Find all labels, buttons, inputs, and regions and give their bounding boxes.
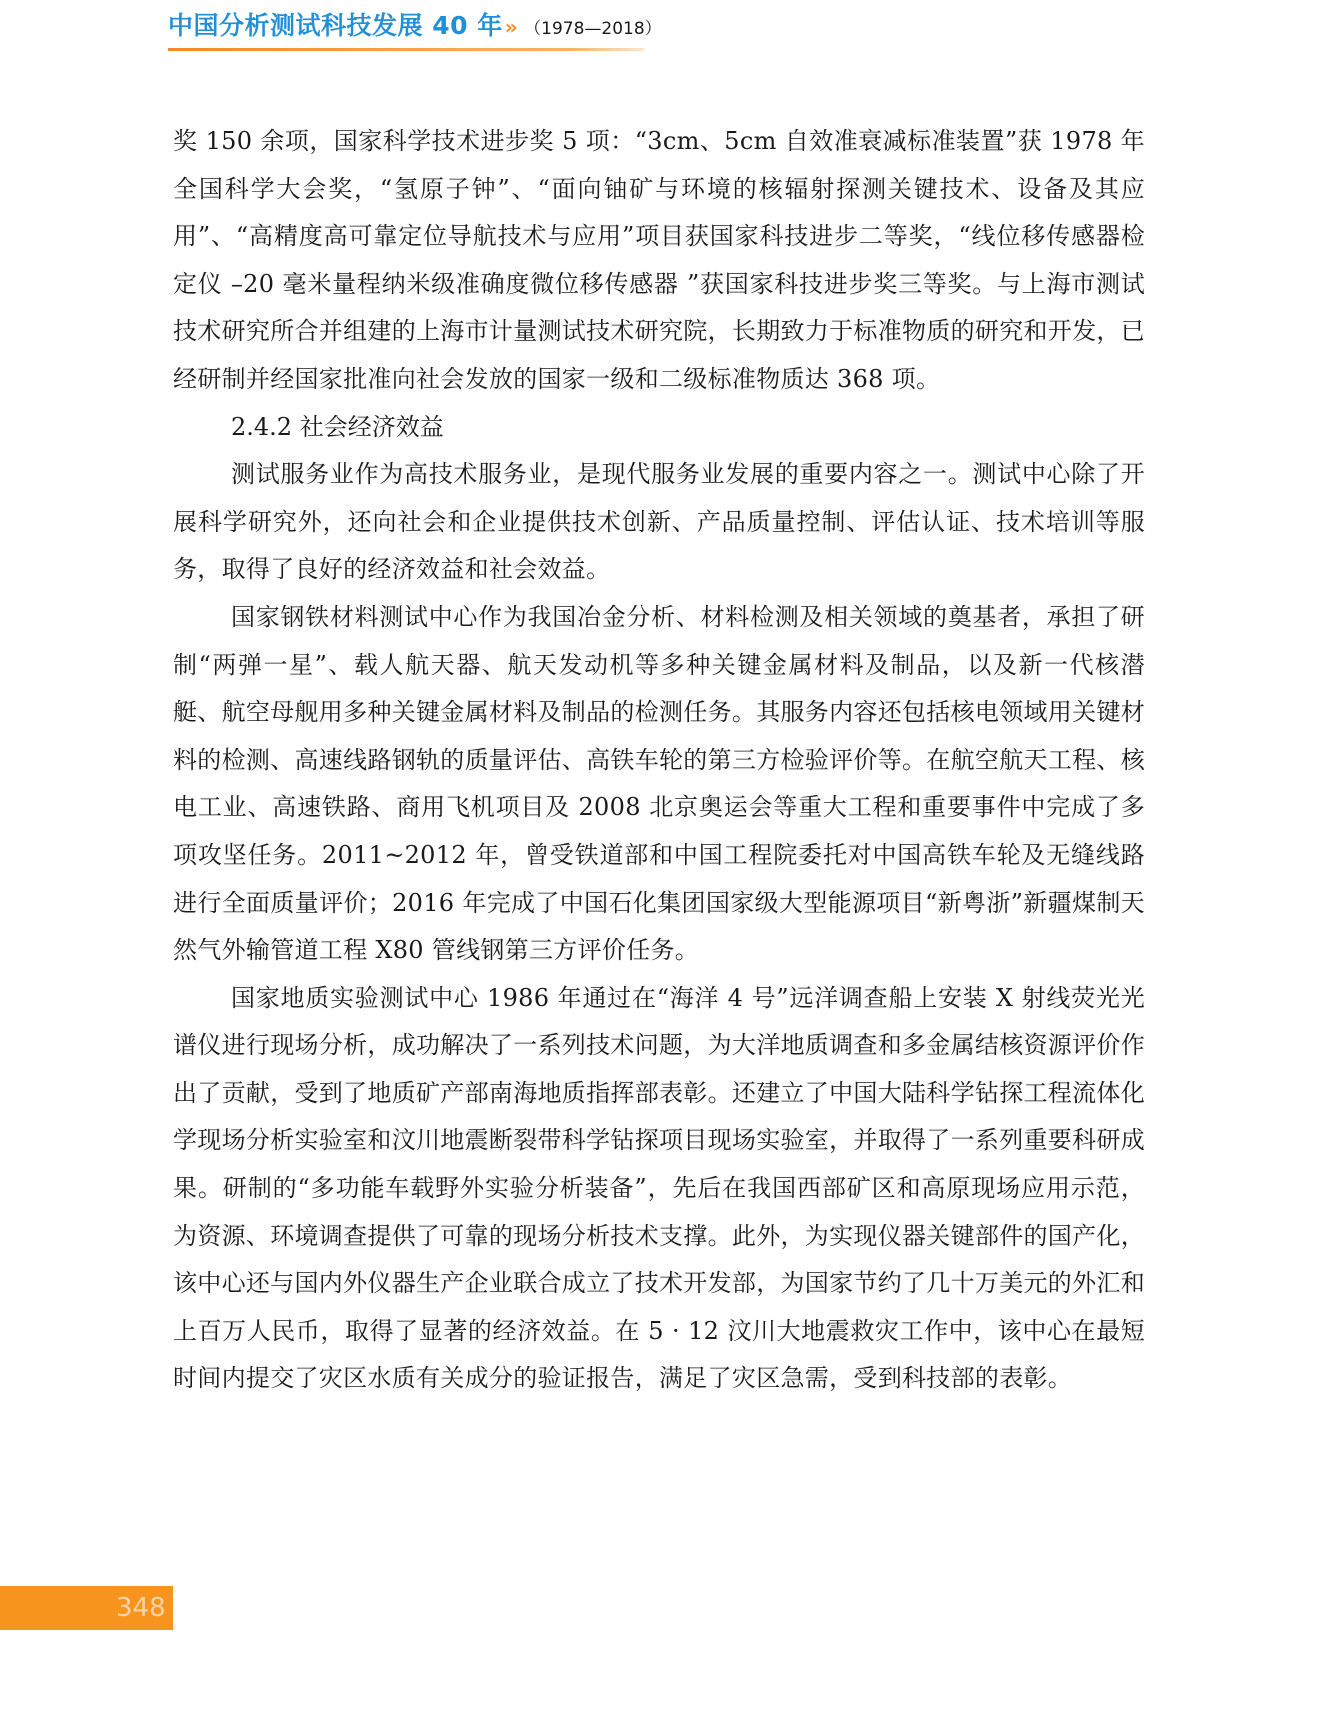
book-title [168, 8, 662, 47]
double-chevron-icon: » [504, 15, 519, 39]
paragraph-geology-center: 国家地质实验测试中心 1986 年通过在“海洋 4 号”远洋调查船上安装 X 射线荧光光谱仪进行现场分析，成功解决了一系列技术问题，为大洋地质调查和多金属结核资源评价作出了贡献，受到了地质矿产部南海地质指挥部表彰。还建立了中国大陆科学钻探工程流体化学现场分析实验室和汶川地震断裂带科学钻探项目现场实验室，并取得了一系列重要科研成果。研制的“多功能车载野外实验分析装备”，先后在我国西部矿区和高原现场应用示范，为资源、环境调查提供了可靠的现场分析技术支撑。此外，为实现仪器关键部件的国产化，该中心还与国内外仪器生产企业联合成立了技术开发部，为国家节约了几十万美元的外汇和上百万人民币，取得了显著的经济效益。在 5 · 12 汶川大地震救灾工作中，该中心在最短时间内提交了灾区水质有关成分的验证报告，满足了灾区急需，受到科技部的表彰。 [173, 983, 1145, 1393]
paragraph-steel-center: 国家钢铁材料测试中心作为我国冶金分析、材料检测及相关领域的奠基者，承担了研制“两弹一星”、载人航天器、航天发动机等多种关键金属材料及制品，以及新一代核潜艇、航空母舰用多种关键金属材料及制品的检测任务。其服务内容还包括核电领域用关键材料的检测、高速线路钢轨的质量评估、高铁车轮的第三方检验评价等。在航空航天工程、核电工业、高速铁路、商用飞机项目及 2008 北京奥运会等重大工程和重要事件中完成了多项攻坚任务。2011~2012 年，曾受铁道部和中国工程院委托对中国高铁车轮及无缝线路进行全面质量评价；2016 年完成了中国石化集团国家级大型能源项目“新粤浙”新疆煤制天然气外输管道工程 X80 管线钢第三方评价任务。 [173, 602, 1145, 965]
book-title-text: 中国分析测试科技发展 40 年 [168, 11, 503, 40]
book-years: （1978—2018） [524, 19, 662, 39]
body-text [173, 118, 1145, 1403]
paragraph-testing-services: 测试服务业作为高技术服务业，是现代服务业发展的重要内容之一。测试中心除了开展科学研究外，还向社会和企业提供技术创新、产品质量控制、评估认证、技术培训等服务，取得了良好的经济效益和社会效益。 [173, 460, 1145, 584]
running-header [168, 8, 662, 52]
header-rule [168, 48, 644, 51]
section-heading: 2.4.2 社会经济效益 [231, 412, 444, 441]
paragraph-awards: 奖 150 余项，国家科学技术进步奖 5 项：“3cm、5cm 自效准衰减标准装置”获 1978 年全国科学大会奖，“氢原子钟”、“面向铀矿与环境的核辐射探测关键技术、设备及其应用”、“高精度高可靠定位导航技术与应用”项目获国家科技进步二等奖，“线位移传感器检定仪 –20 毫米量程纳米级准确度微位移传感器 ”获国家科技进步奖三等奖。与上海市测试技术研究所合并组建的上海市计量测试技术研究院，长期致力于标准物质的研究和开发，已经研制并经国家批准向社会发放的国家一级和二级标准物质达 368 项。 [173, 127, 1145, 393]
page-number: 348 [116, 1593, 166, 1623]
